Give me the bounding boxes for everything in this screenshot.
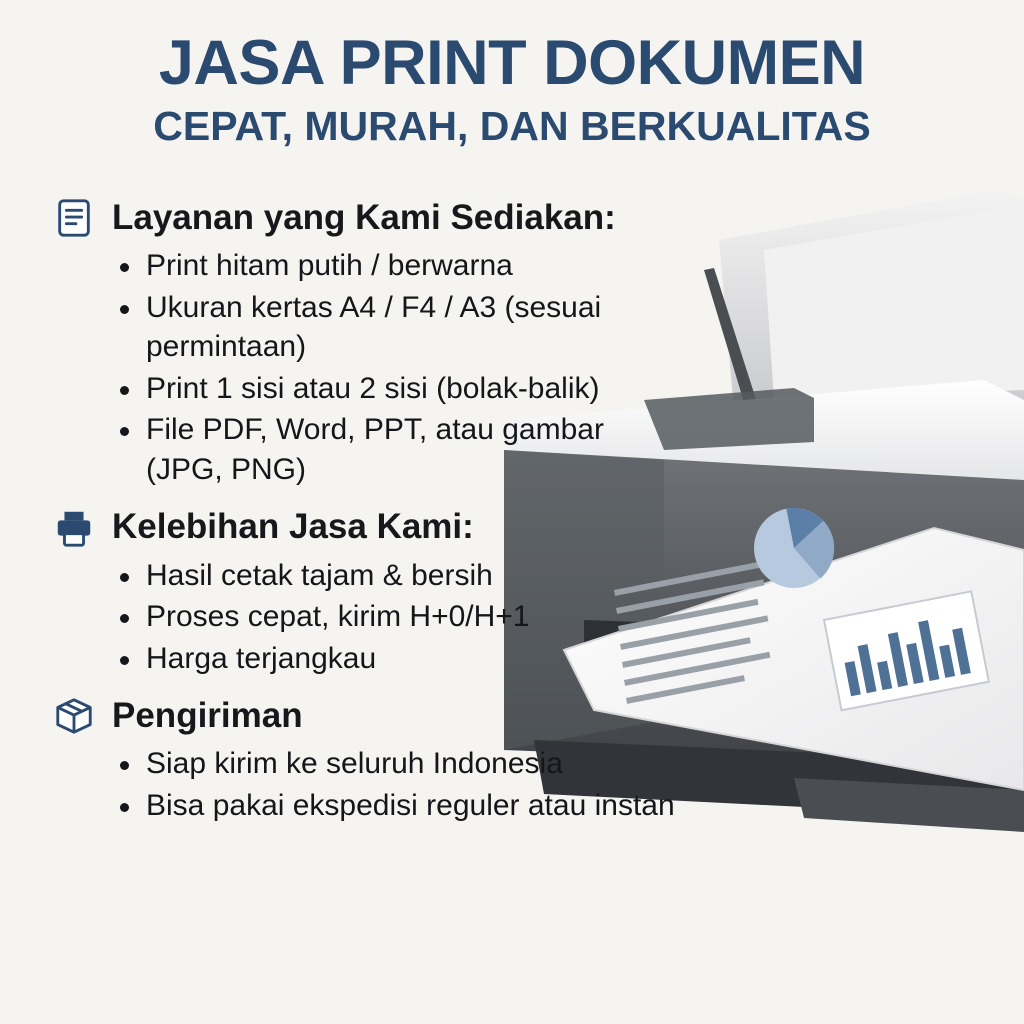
section-services-title: Layanan yang Kami Sediakan: bbox=[112, 197, 616, 237]
section-services-header bbox=[52, 196, 812, 240]
list-item: Harga terjangkau bbox=[110, 639, 812, 679]
list-item: File PDF, Word, PPT, atau gambar (JPG, PNG) bbox=[110, 410, 670, 489]
section-advantages-title: Kelebihan Jasa Kami: bbox=[112, 507, 474, 547]
section-shipping-title: Pengiriman bbox=[112, 696, 303, 736]
section-services bbox=[52, 196, 812, 490]
list-item: Proses cepat, kirim H+0/H+1 bbox=[110, 597, 812, 637]
title-block bbox=[0, 30, 1024, 149]
page-title: JASA PRINT DOKUMEN bbox=[158, 28, 866, 98]
content-area bbox=[52, 196, 812, 834]
page-subtitle: CEPAT, MURAH, DAN BERKUALITAS bbox=[153, 103, 871, 150]
section-advantages bbox=[52, 506, 812, 679]
section-advantages-header bbox=[52, 506, 812, 550]
section-shipping-header bbox=[52, 694, 812, 738]
document-icon bbox=[52, 196, 96, 240]
box-icon bbox=[52, 694, 96, 738]
list-item: Bisa pakai ekspedisi reguler atau instan bbox=[110, 786, 812, 826]
list-item: Ukuran kertas A4 / F4 / A3 (sesuai permintaan) bbox=[110, 288, 670, 367]
list-item: Hasil cetak tajam & bersih bbox=[110, 556, 812, 596]
list-item: Siap kirim ke seluruh Indonesia bbox=[110, 744, 812, 784]
list-item: Print hitam putih / berwarna bbox=[110, 246, 670, 286]
printer-icon bbox=[52, 506, 96, 550]
section-shipping bbox=[52, 694, 812, 825]
shipping-list bbox=[110, 744, 812, 825]
services-list bbox=[110, 246, 812, 490]
list-item: Print 1 sisi atau 2 sisi (bolak-balik) bbox=[110, 369, 670, 409]
advantages-list bbox=[110, 556, 812, 679]
